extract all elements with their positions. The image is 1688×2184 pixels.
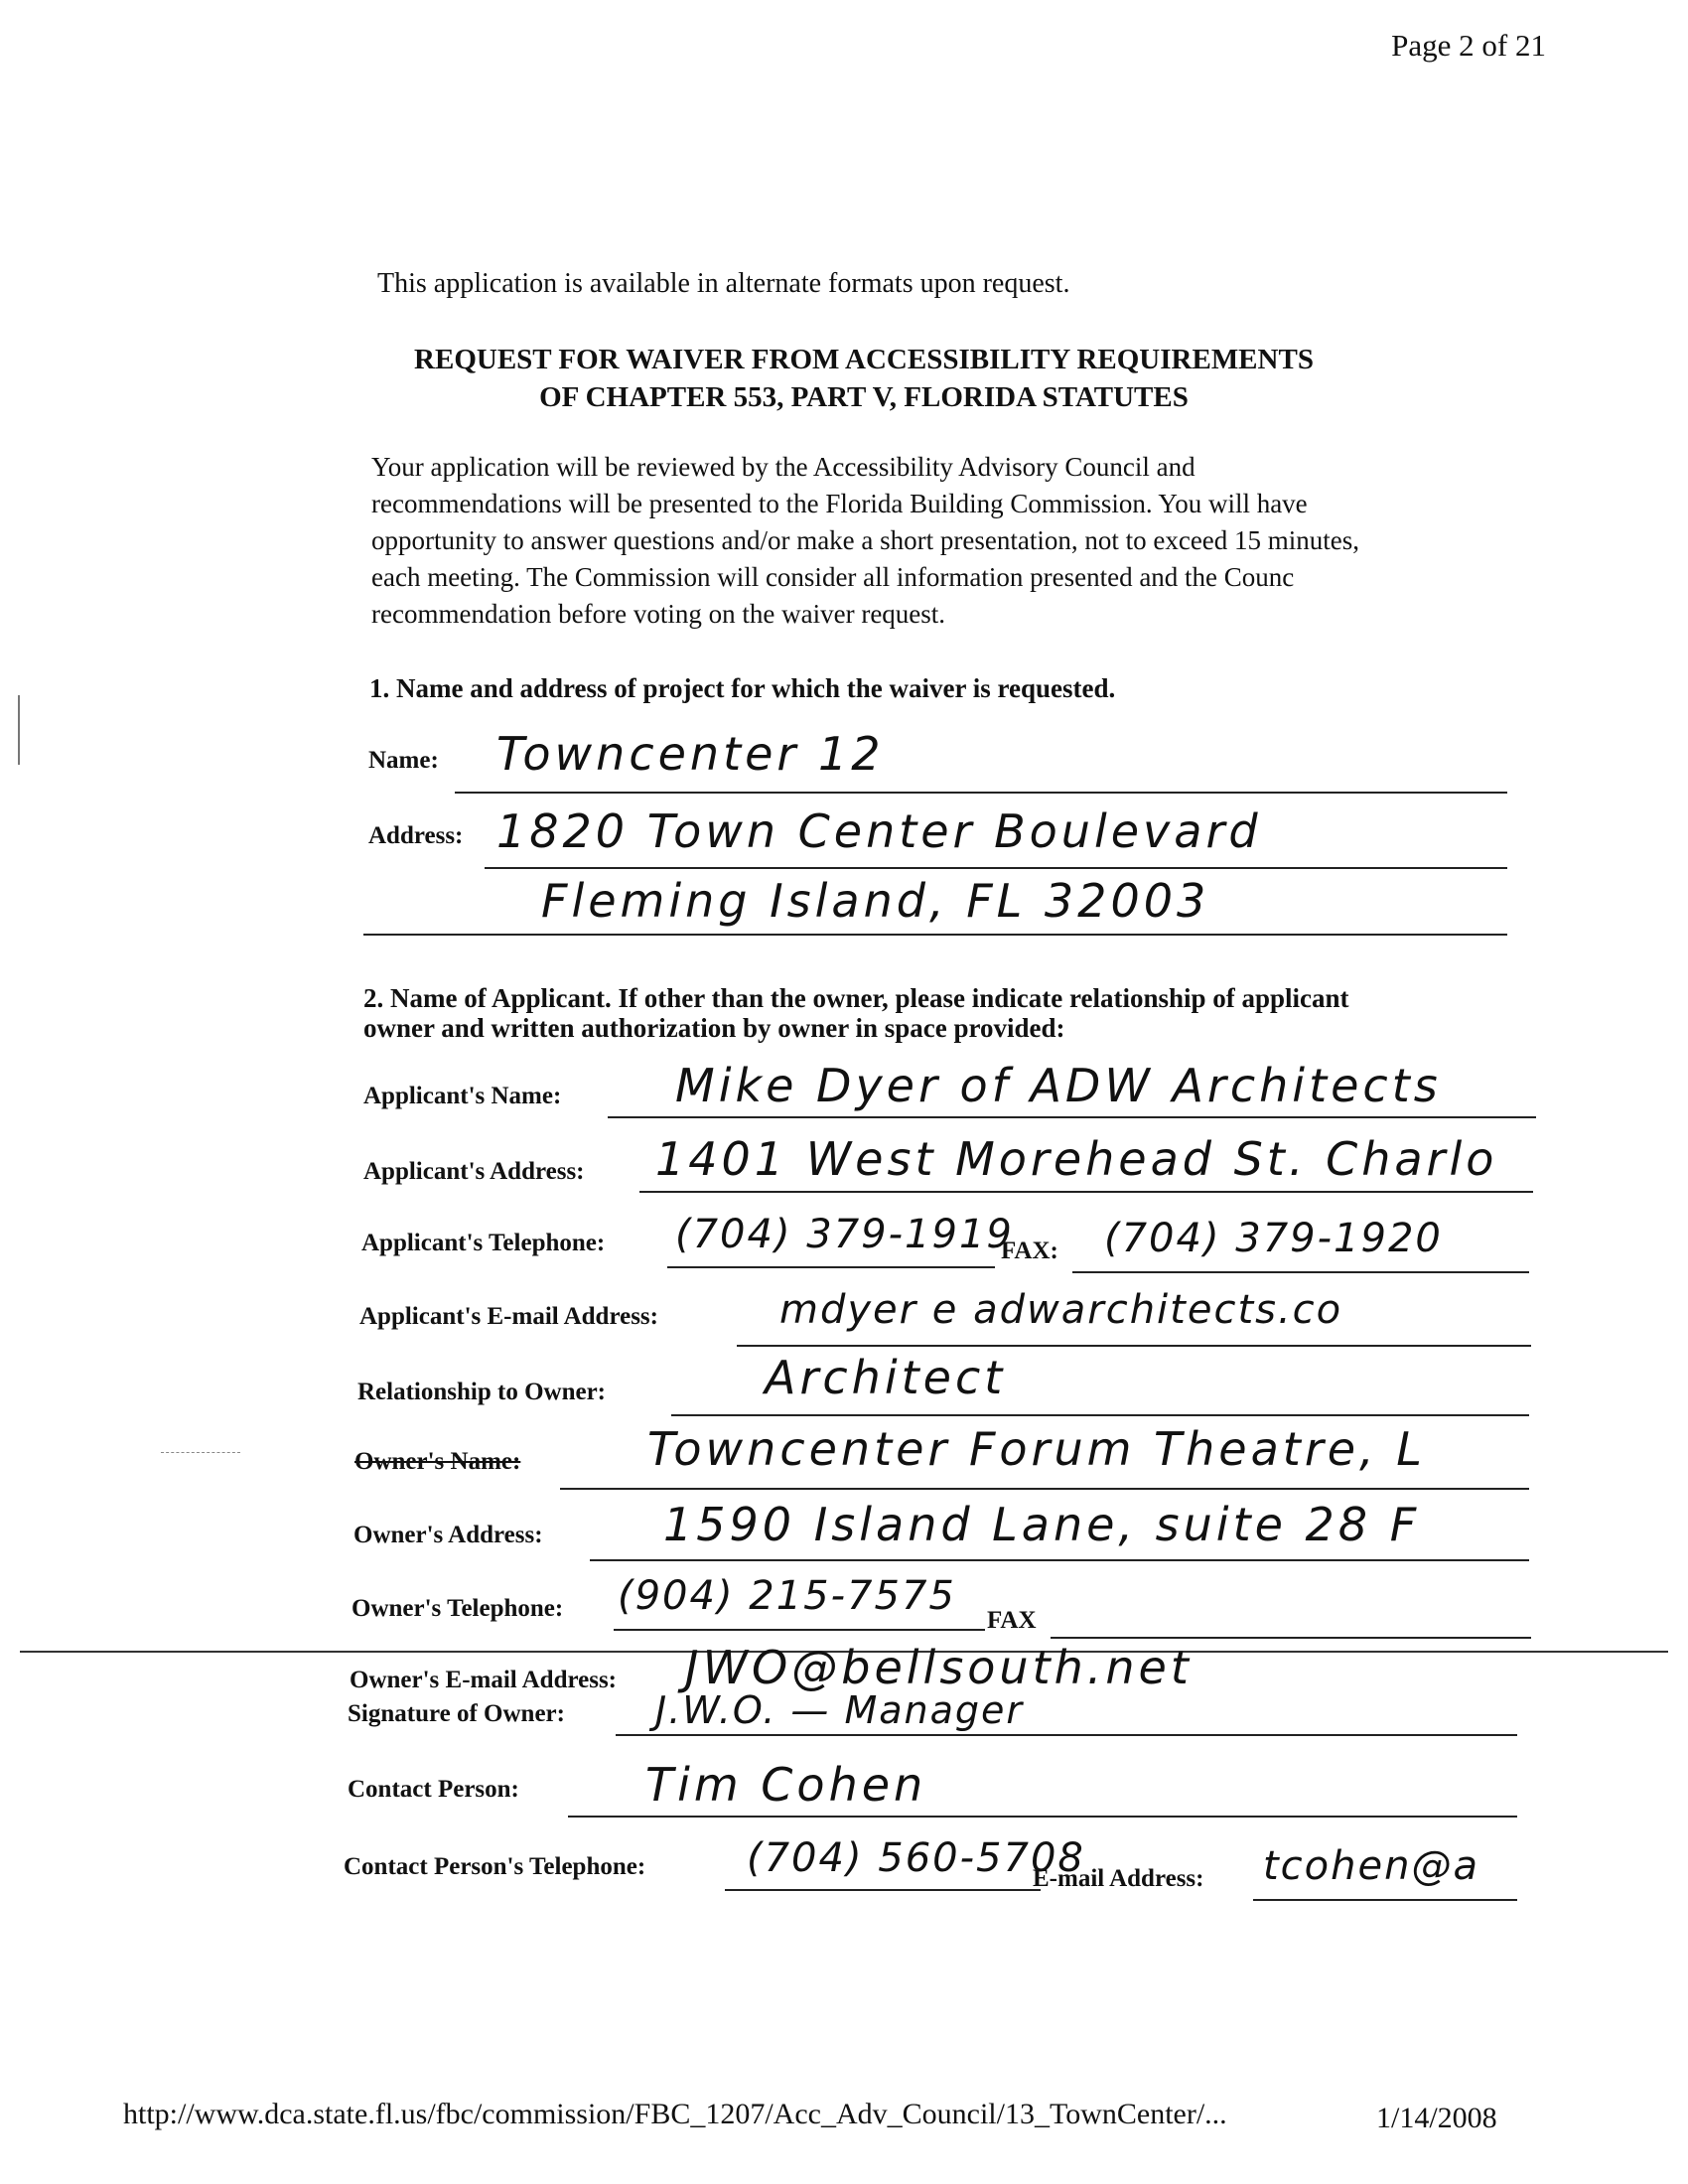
project-address-value-1[interactable]: 1820 Town Center Boulevard	[496, 804, 1262, 858]
project-name-line	[455, 792, 1507, 794]
contact-telephone-label: Contact Person's Telephone:	[344, 1853, 646, 1880]
contact-email-line	[1253, 1899, 1517, 1901]
footer-url[interactable]: http://www.dca.state.fl.us/fbc/commission/FBC_1207/Acc_Adv_Council/13_TownCenter/...	[123, 2098, 1227, 2130]
project-address-line-2	[363, 934, 1507, 936]
owner-address-value[interactable]: 1590 Island Lane, suite 28 F	[663, 1498, 1421, 1551]
applicant-email-value[interactable]: mdyer e adwarchitects.co	[779, 1287, 1343, 1333]
applicant-telephone-label: Applicant's Telephone:	[361, 1230, 606, 1256]
owner-name-line	[560, 1488, 1529, 1490]
owner-telephone-label: Owner's Telephone:	[352, 1595, 564, 1622]
form-title-line-2: OF CHAPTER 553, PART V, FLORIDA STATUTES	[539, 381, 1189, 413]
applicant-address-line	[639, 1191, 1533, 1193]
applicant-fax-line	[1072, 1271, 1529, 1273]
owner-telephone-line	[614, 1629, 985, 1631]
dashed-margin-mark	[161, 1452, 240, 1453]
project-address-line-1	[485, 867, 1507, 869]
relationship-label: Relationship to Owner:	[357, 1379, 606, 1405]
intro-line-4: each meeting. The Commission will consider all information presented and the Counc	[371, 562, 1295, 592]
project-address-label: Address:	[368, 822, 464, 849]
intro-line-3: opportunity to answer questions and/or make a short presentation, not to exceed 15 minutes,	[371, 525, 1360, 555]
owner-fax-label: FAX	[987, 1607, 1037, 1634]
intro-line-2: recommendations will be presented to the Florida Building Commission. You will have	[371, 489, 1308, 518]
owner-name-value[interactable]: Towncenter Forum Theatre, L	[647, 1422, 1426, 1476]
project-name-label: Name:	[368, 747, 439, 774]
applicant-telephone-value[interactable]: (704) 379-1919	[675, 1212, 1014, 1257]
owner-name-label: Owner's Name:	[354, 1448, 521, 1475]
applicant-telephone-line	[667, 1266, 995, 1268]
contact-telephone-line	[725, 1889, 1041, 1891]
owner-email-value[interactable]: JWO@bellsouth.net	[685, 1641, 1193, 1694]
intro-line-1: Your application will be reviewed by the Accessibility Advisory Council and	[371, 452, 1196, 482]
owner-signature-line	[616, 1734, 1517, 1736]
alternate-format-notice: This application is available in alternate formats upon request.	[377, 268, 1070, 299]
applicant-name-value[interactable]: Mike Dyer of ADW Architects	[675, 1059, 1442, 1112]
section-1-heading: 1. Name and address of project for which the waiver is requested.	[369, 673, 1116, 703]
applicant-fax-value[interactable]: (704) 379-1920	[1104, 1216, 1443, 1261]
applicant-email-label: Applicant's E-mail Address:	[359, 1303, 658, 1330]
section-2-heading-line-1: 2. Name of Applicant. If other than the owner, please indicate relationship of applicant	[363, 983, 1349, 1013]
owner-address-line	[590, 1559, 1529, 1561]
contact-telephone-value[interactable]: (704) 560-5708	[747, 1835, 1085, 1881]
page-number: Page 2 of 21	[1391, 28, 1546, 63]
project-address-value-2[interactable]: Fleming Island, FL 32003	[541, 874, 1210, 928]
relationship-value[interactable]: Architect	[765, 1351, 1007, 1404]
form-title-line-1: REQUEST FOR WAIVER FROM ACCESSIBILITY REQUIREMENTS	[414, 344, 1314, 375]
applicant-address-value[interactable]: 1401 West Morehead St. Charlo	[655, 1132, 1498, 1186]
applicant-fax-label: FAX:	[1001, 1238, 1058, 1264]
owner-telephone-value[interactable]: (904) 215-7575	[618, 1573, 956, 1619]
applicant-name-line	[608, 1116, 1536, 1118]
owner-signature-label: Signature of Owner:	[348, 1700, 565, 1727]
project-name-value[interactable]: Towncenter 12	[496, 727, 885, 781]
applicant-address-label: Applicant's Address:	[363, 1158, 585, 1185]
owner-signature-value[interactable]: J.W.O. — Manager	[655, 1688, 1025, 1732]
contact-email-label: E-mail Address:	[1033, 1865, 1204, 1892]
contact-person-value[interactable]: Tim Cohen	[645, 1758, 927, 1812]
intro-line-5: recommendation before voting on the waiver request.	[371, 599, 946, 629]
contact-person-label: Contact Person:	[348, 1776, 519, 1803]
footer-date: 1/14/2008	[1376, 2102, 1497, 2134]
contact-person-line	[568, 1816, 1517, 1818]
margin-mark	[18, 695, 20, 765]
contact-email-value[interactable]: tcohen@a	[1263, 1843, 1479, 1889]
relationship-line	[671, 1414, 1529, 1416]
intro-paragraph	[371, 449, 1543, 633]
section-2-heading-line-2: owner and written authorization by owner in space provided:	[363, 1013, 1065, 1043]
owner-email-label: Owner's E-mail Address:	[350, 1667, 617, 1693]
applicant-email-line	[737, 1345, 1531, 1347]
owner-address-label: Owner's Address:	[353, 1522, 543, 1548]
owner-fax-line	[1051, 1637, 1531, 1639]
applicant-name-label: Applicant's Name:	[363, 1083, 562, 1109]
